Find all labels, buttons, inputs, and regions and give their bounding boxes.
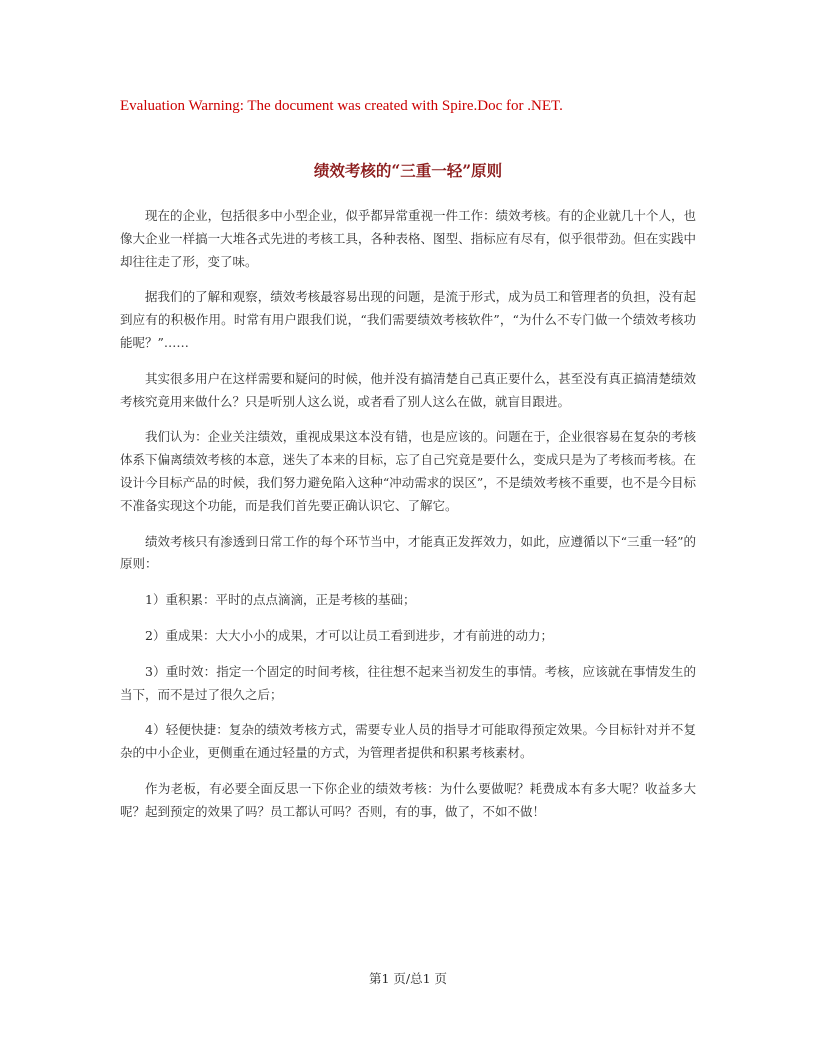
paragraph-opinion: 我们认为：企业关注绩效，重视成果这本没有错，也是应该的。问题在于，企业很容易在复杂的考核体系下偏离绩效考核的本意，迷失了本来的目标，忘了自己究竟是要什么，变成只是为了考核而考核。在设计今目标产品的时候，我们努力避免陷入这种“冲动需求的误区”，不是绩效考核不重要，也不是今目标不准备实现这个功能，而是我们首先要正确认识它、了解它。 <box>120 429 696 513</box>
paragraph-principle-results: 2）重成果：大大小小的成果，才可以让员工看到进步，才有前进的动力； <box>145 627 553 643</box>
document-title: 绩效考核的“三重一轻”原则 <box>313 161 503 180</box>
paragraph-users: 其实很多用户在这样需要和疑问的时候，他并没有搞清楚自己真正要什么，甚至没有真正搞清楚绩效考核究竟用来做什么？只是听别人这么说，或者看了别人这么在做，就盲目跟进。 <box>120 370 696 409</box>
paragraph-observation: 据我们的了解和观察，绩效考核最容易出现的问题，是流于形式，成为员工和管理者的负担，没有起到应有的积极作用。时常有用户跟我们说，“我们需要绩效考核软件”，“为什么不专门做一个绩效考核功能呢？”…… <box>120 289 696 350</box>
paragraph-principles-intro: 绩效考核只有渗透到日常工作的每个环节当中，才能真正发挥效力，如此，应遵循以下“三重一轻”的原则： <box>120 533 696 572</box>
paragraph-conclusion: 作为老板，有必要全面反思一下你企业的绩效考核：为什么要做呢？耗费成本有多大呢？收益多大呢？起到预定的效果了吗？员工都认可吗？否则，有的事，做了，不如不做！ <box>120 780 696 819</box>
document-body <box>120 205 696 837</box>
paragraph-principle-timeliness: 3）重时效：指定一个固定的时间考核，往往想不起来当初发生的事情。考核，应该就在事情发生的当下，而不是过了很久之后； <box>120 663 696 702</box>
paragraph-principle-lightweight: 4）轻便快捷：复杂的绩效考核方式，需要专业人员的指导才可能取得预定效果。今目标针对并不复杂的中小企业，更侧重在通过轻量的方式，为管理者提供和积累考核素材。 <box>120 722 696 761</box>
page-footer: 第1 页/总1 页 <box>368 971 448 986</box>
paragraph-intro: 现在的企业，包括很多中小型企业，似乎都异常重视一件工作：绩效考核。有的企业就几十个人，也像大企业一样搞一大堆各式先进的考核工具，各种表格、图型、指标应有尽有，似乎很带劲。但在实践中却往往走了形，变了味。 <box>120 208 696 269</box>
paragraph-principle-accumulation: 1）重积累：平时的点点滴滴，正是考核的基础； <box>145 592 416 608</box>
evaluation-warning: Evaluation Warning: The document was created with Spire.Doc for .NET. <box>120 98 563 114</box>
